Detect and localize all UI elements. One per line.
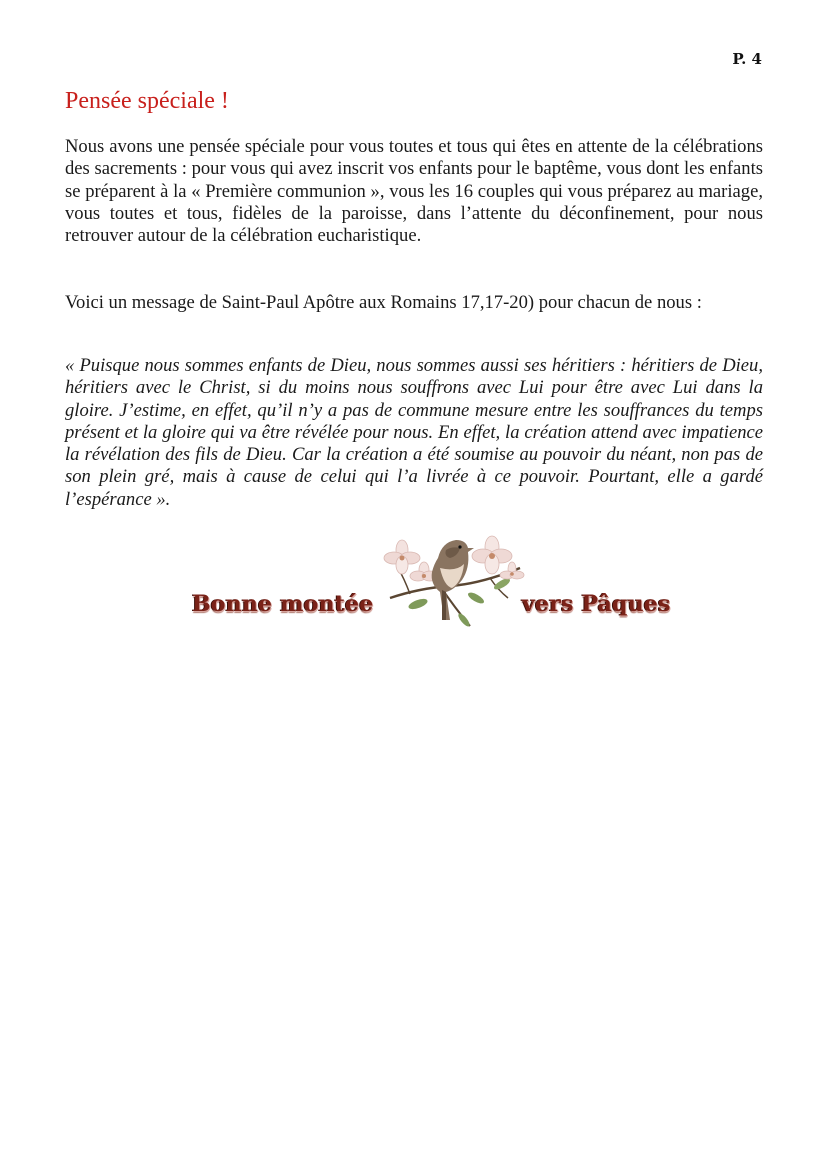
banner-right-text: vers Pâques bbox=[522, 591, 671, 617]
message-intro-paragraph: Voici un message de Saint-Paul Apôtre aux Romains 17,17-20) pour chacun de nous : bbox=[65, 292, 702, 313]
intro-paragraph: Nous avons une pensée spéciale pour vous toutes et tous qui êtes en attente de la célébrations des sacrements : pour vous qui avez inscrit vos enfants pour le baptême, vous dont les enfants se préparent à la « Première communion », vous les 16 couples qui vous préparez au mariage, vous toutes et tous, fidèles de la paroisse, dans l’attente du déconfinement, pour nous retrouver autour de la célébration eucharistique. bbox=[65, 136, 763, 247]
banner-left-text: Bonne montée bbox=[192, 591, 374, 617]
page-number: P. 4 bbox=[732, 50, 762, 68]
bird-body bbox=[432, 540, 474, 620]
page-title: Pensée spéciale ! bbox=[65, 88, 229, 114]
bird-icon bbox=[380, 528, 530, 633]
easter-banner bbox=[190, 528, 690, 638]
scripture-quote: « Puisque nous sommes enfants de Dieu, nous sommes aussi ses héritiers : héritiers de Dieu, héritiers avec le Christ, si du moins nous souffrons avec Lui pour être avec Lui dans la gloire. J’estime, en effet, qu’il n’y a pas de commune mesure entre les souffrances du temps présent et la gloire qui va être révélée pour nous. En effet, la création attend avec impatience la révélation des fils de Dieu. Car la création a été soumise au pouvoir du néant, non pas de son plein gré, mais à cause de celui qui l’a livrée à ce pouvoir. Pourtant, elle a gardé l’espérance ». bbox=[65, 355, 763, 510]
